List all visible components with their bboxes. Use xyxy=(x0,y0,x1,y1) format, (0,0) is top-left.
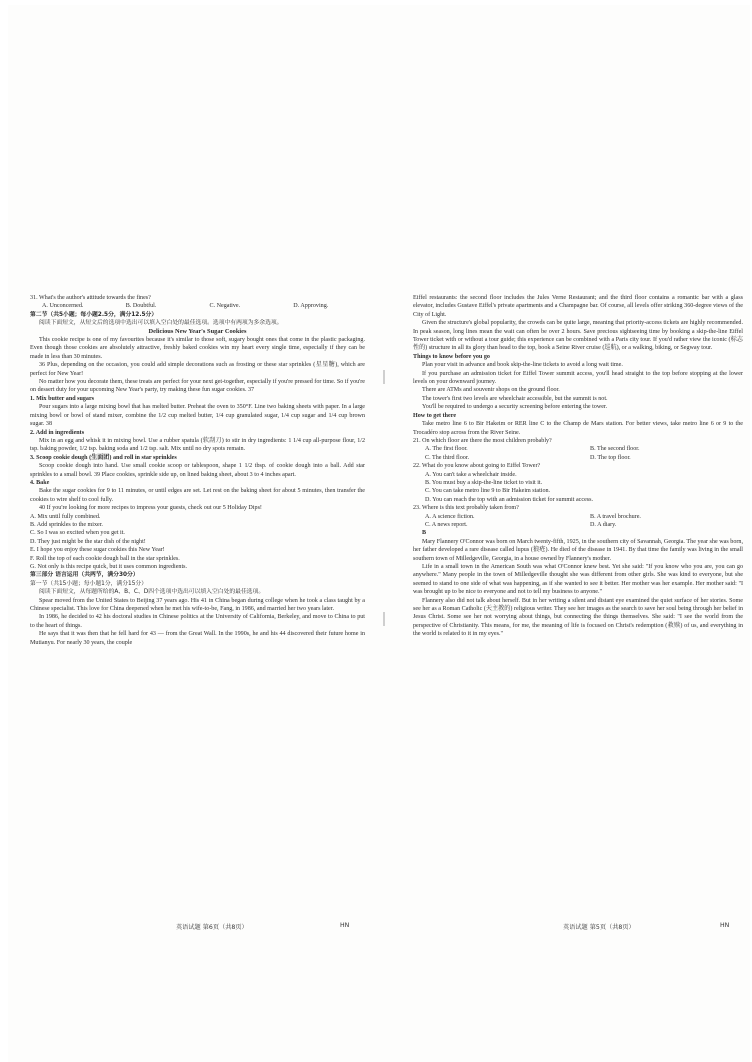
option-line: G. Not only is this recipe quick, but it uses common ingredients. xyxy=(30,564,188,570)
step-heading: 4. Bake xyxy=(30,479,50,486)
paragraph: Scoop cookie dough into hand. Use small cookie scoop or tablespoon, shape 1 1/2 tbsp. of cookie dough into a ball. Add star sprinkles to a small bowl. 39 Place cookies, sprinkle side up, on lined baking sheet, about 3 to 4 inches apart. xyxy=(30,463,365,478)
option-line: F. Roll the top of each cookie dough ball in the star sprinkles. xyxy=(30,555,180,562)
paragraph: Flannery also did not talk about herself. But in her writing a silent and distant eye examined the quiet surface of her stories. Some see her as a Roman Catholic (天主教的) religious writer. They see her images as the search to save her soul being through her belief in Jesus Christ. Some see her not worrying about things, but connecting the things themselves. She said: "I see the world from the perspective of Christianity. This means, for me, the meaning of life is focused on Christ's redemption (救赎) of us, and everything in the world is related to it in my eyes." xyxy=(413,597,743,638)
paragraph: Mix in an egg and whisk it in mixing bowl. Use a rubber spatula (软刮刀) to stir in dry ingredients: 1 1/4 cup all-purpose flour, 1/2 tsp. baking powder, 1/2 tsp. baking soda and 1/2 tsp. salt. Mix until no dry spots remain. xyxy=(30,437,365,453)
option-a: A. You can't take a wheelchair inside. xyxy=(425,471,517,478)
paragraph: This cookie recipe is one of my favourites because it's similar to those soft, sugary bought ones that come in the plastic packaging. Even though those cookies are absolutely attractive, freshly baked cookies win my heart every single time, especially if they can be made in less than 30 minutes. xyxy=(30,337,365,360)
paragraph: No matter how you decorate them, these treats are perfect for your next get-together, especially if you're pressed for time. So if you're on dessert duty for your upcoming New Year's party, try making these fun sugar cookies. 37 xyxy=(30,379,365,394)
paragraph: Plan your visit in advance and book skip-the-line tickets to avoid a long wait time. xyxy=(422,362,623,369)
section-instruction: 阅读下面短文，从短文后的选项中选出可以填入空白处的最佳选项。选项中有两项为多余选项。 xyxy=(39,320,283,327)
option-b: B. The second floor. xyxy=(590,446,640,453)
paragraph: He says that it was then that he fell hard for 43 — from the Great Wall. In the 1990s, he and his 44 discovered their future home in Mutianyu. For nearly 30 years, the couple xyxy=(30,631,365,646)
option-line: A. Mix until fully combined. xyxy=(30,513,101,520)
option-c: C. You can take metro line 9 to Bir Hakeim station. xyxy=(425,488,551,495)
paragraph: There are ATMs and souvenir shops on the ground floor. xyxy=(422,387,560,394)
question-22: 22. What do you know about going to Eiffel Tower? xyxy=(413,463,541,470)
subheading: Things to know before you go xyxy=(413,353,490,360)
step-heading: 3. Scoop cookie dough (生面团) and roll in star sprinkles xyxy=(30,454,177,461)
right-column xyxy=(413,294,743,934)
page-footer-left: 英语试题 第6页（共8页） xyxy=(176,924,248,931)
left-column xyxy=(30,294,365,934)
paragraph: If you purchase an admission ticket for Eiffel Tower summit access, you'll head straight to the top before stopping at the lower levels on your downward journey. xyxy=(413,370,743,386)
question-21: 21. On which floor are there the most children probably? xyxy=(413,437,552,444)
section-heading: 第二节（共5小题；每小题2.5分，满分12.5分） xyxy=(30,311,158,318)
option-d: D. You can reach the top with an admission ticket for summit access. xyxy=(425,496,594,503)
option-d: D. A diary. xyxy=(590,521,617,528)
option-line: D. They just might be the star dish of the night! xyxy=(30,538,146,545)
paragraph: In 1986, he decided to 42 his doctoral studies in Chinese politics at the University of California, Berkeley, and move to China to put to the heart of things. xyxy=(30,614,365,629)
paragraph: Given the structure's global popularity, the crowds can be quite large, meaning that priority-access tickets are highly recommended. In peak season, long lines mean the wait can often be over 2 hours. Save precious sightseeing time by booking a skip-the-line Eiffel Tower ticket with or without a tour guide; this experience can be combined with a Paris city tour. If you'd rather view the iconic (标志性的) structure in all its glory than head to the top, book a Seine River cruise (巡航), or a walking, biking, or Segway tour. xyxy=(413,320,743,352)
option-d: D. The top floor. xyxy=(590,454,631,461)
paragraph: Spear moved from the United States to Beijing 37 years ago. His 41 in China began during college when he took a class taught by a Chinese specialist. This love for China deepened when he met his wife-to-be, Fang, in 1986, and married her two years later. xyxy=(30,597,365,613)
page-code-left: HN xyxy=(340,922,350,929)
subheading: How to get there xyxy=(413,412,457,419)
question-23: 23. Where is this text probably taken from? xyxy=(413,505,519,512)
paragraph: Life in a small town in the American South was what O'Connor knew best. Yet she said: "If you know who you are, you can go anywhere." Many people in the town of Milledgeville thought she was different from other girls. She was kind to everyone, but she seemed to stand to one side of what was happening, as if she wanted to see it better. Her mother was her example. Her mother said: "I was brought up to be nice to everyone and not to tell my business to anyone." xyxy=(413,564,743,596)
paragraph: Mary Flannery O'Connor was born on March twenty-fifth, 1925, in the southern city of Savannah, Georgia. The year she was born, her father developed a rare disease called lupus (狼疮). He died of the disease in 1941. By that time the family was living in the small southern town of Milledgeville, Georgia, in a house owned by Flannery's mother. xyxy=(413,538,743,562)
question-21-options xyxy=(413,445,743,462)
option-c: C. The third floor. xyxy=(425,454,470,461)
question-23-options xyxy=(413,513,743,530)
page-footer-right: 英语试题 第5页（共8页） xyxy=(563,924,635,931)
option-b: B. A travel brochure. xyxy=(590,513,641,520)
fold-mark xyxy=(383,612,385,626)
option-b: B. You must buy a skip-the-line ticket to visit it. xyxy=(425,479,543,486)
paragraph: Eiffel restaurants: the second floor includes the Jules Verne Restaurant; and the third floor contains a romantic bar with a glass elevator, includes Gustave Eiffel's private apartments and a Champagne bar. Of course, all levels offer striking 360-degree views of the City of Light. xyxy=(413,295,743,318)
question-31: 31. What's the author's attitude towards the fines? xyxy=(30,295,151,301)
paragraph: 40 If you're looking for more recipes to impress your guests, check out our 5 Holiday Dips! xyxy=(39,505,262,512)
option-line: C. So I was so excited when you get it. xyxy=(30,530,125,537)
option-a: A. Unconcerned. xyxy=(42,303,84,310)
fold-mark xyxy=(383,370,385,384)
option-a: A. A science fiction. xyxy=(425,513,475,520)
paragraph: Bake the sugar cookies for 9 to 11 minutes, or until edges are set. Let rest on the baking sheet for about 5 minutes, then transfer the cookies to wire shelf to cool fully. xyxy=(30,488,365,503)
paragraph: Take metro line 6 to Bir Hakeim or RER line C to the Champ de Mars station. For better views, take metro line 6 or 9 to the Trocadéro stop across from the River Seine. xyxy=(413,421,743,436)
option-a: A. The first floor. xyxy=(425,446,468,453)
option-b: B. Doubtful. xyxy=(125,303,157,310)
paragraph: You'll be required to undergo a security screening before entering the tower. xyxy=(422,404,608,411)
paragraph: The tower's first two levels are wheelchair accessible, but the summit is not. xyxy=(422,395,608,402)
section-heading: 第一节（共15小题；每小题1分，满分15分） xyxy=(30,580,147,587)
paragraph: 36 Plus, depending on the occasion, you could add simple decorations such as frosting or these star sprinkles (星星糖), which are perfect for New Year! xyxy=(30,362,365,377)
question-31-options xyxy=(30,302,365,310)
step-heading: 2. Add in ingredients xyxy=(30,429,85,436)
step-heading: 1. Mix butter and sugars xyxy=(30,395,95,402)
option-c: C. A news report. xyxy=(425,521,468,528)
page-code-right: HN xyxy=(720,922,730,929)
paragraph: Pour sugars into a large mixing bowl that has melted butter. Preheat the oven to 350°F. Line two baking sheets with paper. In a large mixing bowl or bowl of stand mixer, combine the 1/2 cup melted butter, 1/4 cup granulated sugar, 1/4 cup sugar and 1/4 cup brown sugar. 38 xyxy=(30,404,365,428)
passage-title: Delicious New Year's Sugar Cookies xyxy=(148,327,247,335)
option-d: D. Approving. xyxy=(293,303,329,310)
section-letter: B xyxy=(422,530,427,537)
option-c: C. Negative. xyxy=(209,303,241,310)
option-line: B. Add sprinkles to the mixer. xyxy=(30,521,103,528)
option-line: E. I hope you enjoy these sugar cookies this New Year! xyxy=(30,547,165,554)
part-heading: 第三部分 语言运用（共两节，满分30分） xyxy=(30,572,139,579)
section-instruction: 阅读下面短文，从每题所给的A、B、C、D四个选项中选出可以填入空白处的最佳选项。 xyxy=(39,589,265,596)
